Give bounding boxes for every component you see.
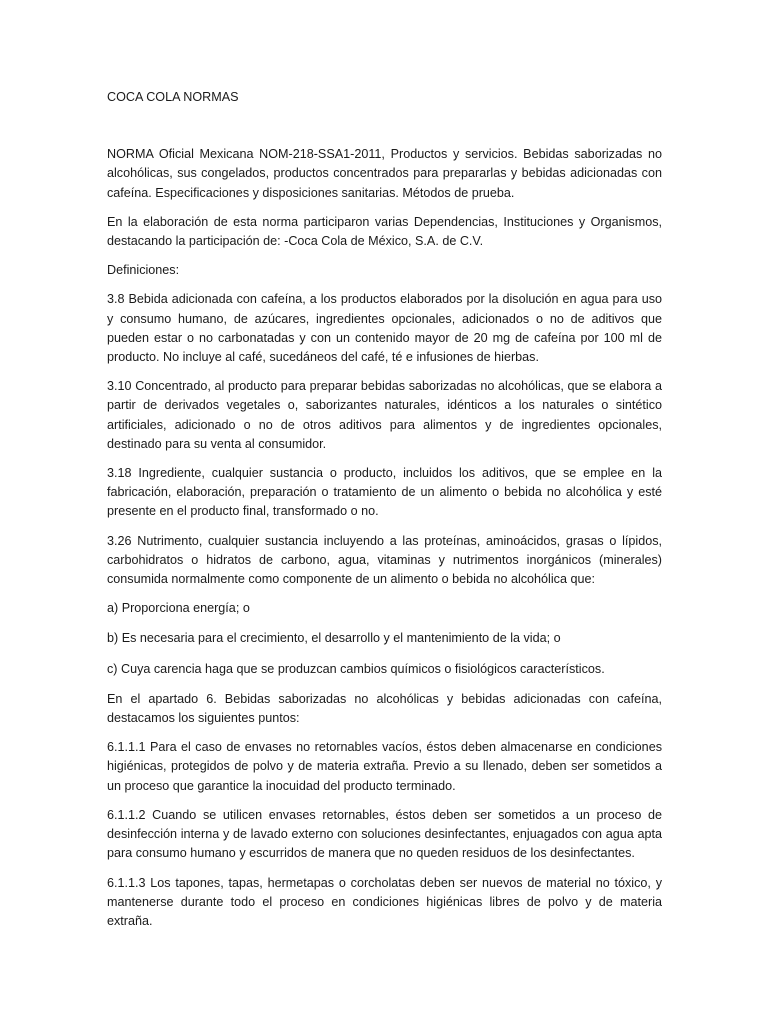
paragraph-6-1-1-2: 6.1.1.2 Cuando se utilicen envases retornables, éstos deben ser sometidos a un proceso de desinfección interna y de lavado externo con soluciones desinfectantes, enjuagados con agua apta para consumo humano y escurridos de manera que no queden residuos de los desinfectantes.: [107, 807, 662, 861]
paragraph-definition-3-18: 3.18 Ingrediente, cualquier sustancia o producto, incluidos los aditivos, que se emplee en la fabricación, elaboración, preparación o tratamiento de un alimento o bebida no alcohólica y esté presente en el producto final, transformado o no.: [107, 466, 662, 519]
paragraph-section-6-intro: En el apartado 6. Bebidas saborizadas no alcohólicas y bebidas adicionadas con cafeína, destacamos los siguientes puntos:: [107, 691, 662, 726]
paragraph-6-1-1-3: 6.1.1.3 Los tapones, tapas, hermetapas o corcholatas deben ser nuevos de material no tóxico, y mantenerse durante todo el proceso en condiciones higiénicas libres de polvo y de materia extraña.: [107, 875, 662, 928]
list-item-c: c) Cuya carencia haga que se produzcan cambios químicos o fisiológicos característicos.: [107, 661, 605, 676]
paragraph-definition-3-8: 3.8 Bebida adicionada con cafeína, a los productos elaborados por la disolución en agua para uso y consumo humano, de azúcares, ingredientes opcionales, adicionados o no de aditivos que pueden estar o no carbonatadas y con un contenido mayor de 20 mg de cafeína por 100 ml de producto. No incluye al café, sucedáneos del café, té e infusiones de hierbas.: [107, 292, 662, 365]
paragraph-definition-3-26: 3.26 Nutrimento, cualquier sustancia incluyendo a las proteínas, aminoácidos, grasas o lípidos, carbohidratos o hidratos de carbono, agua, vitaminas y nutrimentos inorgánicos (minerales) consumida normalmente como componente de un alimento o bebida no alcohólica que:: [107, 533, 662, 587]
paragraph-6-1-1-1: 6.1.1.1 Para el caso de envases no retornables vacíos, éstos deben almacenarse en condiciones higiénicas, protegidos de polvo y de materia extraña. Previo a su llenado, deben ser sometidos a un proceso que garantice la inocuidad del producto terminado.: [107, 740, 662, 793]
paragraph-participants: En la elaboración de esta norma participaron varias Dependencias, Instituciones y Organismos, destacando la participación de: -Coca Cola de México, S.A. de C.V.: [107, 214, 662, 249]
list-item-a: a) Proporciona energía; o: [107, 601, 250, 616]
paragraph-norma-oficial: NORMA Oficial Mexicana NOM-218-SSA1-2011, Productos y servicios. Bebidas saborizadas no alcohólicas, sus congelados, productos concentrados para prepararlas y bebidas adicionadas con cafeína. Especificaciones y disposiciones sanitarias. Métodos de prueba.: [107, 147, 662, 200]
paragraph-definition-3-10: 3.10 Concentrado, al producto para preparar bebidas saborizadas no alcohólicas, que se elabora a partir de derivados vegetales o, saborizantes naturales, idénticos a los naturales o sintético artificiales, adicionado o no de otros aditivos para alimentos y de ingredientes opcionales, destinado para su venta al consumidor.: [107, 379, 662, 451]
document-title: COCA COLA NORMAS: [107, 90, 239, 104]
list-item-b: b) Es necesaria para el crecimiento, el desarrollo y el mantenimiento de la vida; o: [107, 631, 561, 646]
paragraph-definitions-heading: Definiciones:: [107, 263, 180, 278]
document-page: [107, 88, 662, 941]
